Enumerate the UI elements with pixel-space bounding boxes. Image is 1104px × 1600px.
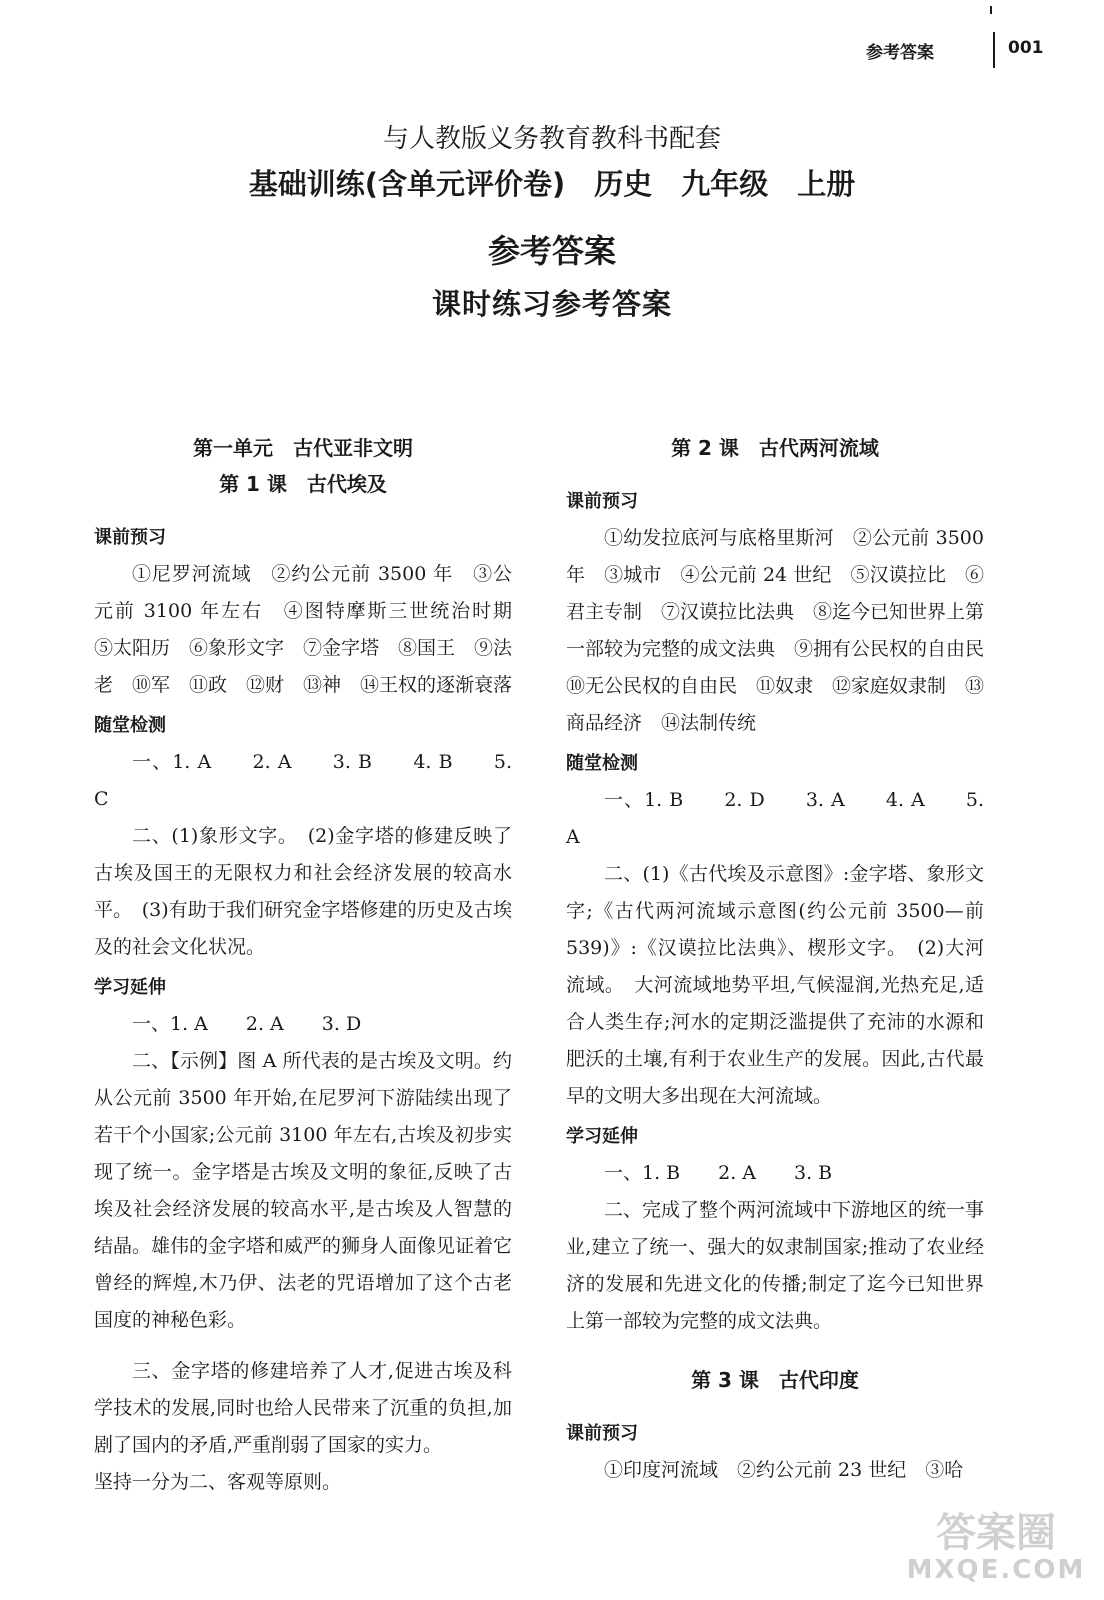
short-answers: 二、(1)象形文字。 (2)金字塔的修建反映了古埃及国王的无限权力和社会经济发展的较高水平。 (3)有助于我们研究金字塔修建的历史及古埃及的社会文化状况。	[94, 825, 512, 958]
section-preview: 课前预习	[94, 527, 166, 548]
extension-essay-answer: 二、【示例】图 A 所代表的是古埃及文明。约从公元前 3500 年开始,在尼罗河下游陆续出现了若干个小国家;公元前 3100 年左右,古埃及初步实现了统一。金字塔是古埃及文明的象征,反映了古埃及社会经济发展的较高水平,是古埃及人智慧的结晶。雄伟的金字塔和威严的狮身人面像见证着它曾经的辉煌,木乃伊、法老的咒语增加了这个古老国度的神秘色彩。	[94, 1050, 513, 1331]
section-extension: 学习延伸	[566, 1126, 638, 1147]
preview-answers: ①尼罗河流域 ②约公元前 3500 年 ③公元前 3100 年左右 ④图特摩斯三世统治时期 ⑤太阳历 ⑥象形文字 ⑦金字塔 ⑧国王 ⑨法老 ⑩军 ⑪政 ⑫财 ⑬神 ⑭王权的逐渐衰落	[94, 563, 532, 696]
running-header-label: 参考答案	[866, 43, 934, 63]
preview-answers-lesson3: ①印度河流域 ②约公元前 23 世纪 ③哈	[604, 1459, 964, 1481]
section-extension: 学习延伸	[94, 977, 166, 998]
extension-part-three: 三、金字塔的修建培养了人才,促进古埃及科学技术的发展,同时也给人民带来了沉重的负担,加剧了国内的矛盾,严重削弱了国家的实力。	[94, 1360, 512, 1456]
book-grade: 九年级	[681, 167, 769, 201]
page-number: 001	[1008, 38, 1044, 58]
book-volume: 上册	[797, 167, 856, 201]
sub-heading: 课时练习参考答案	[431, 287, 672, 321]
section-preview: 课前预习	[566, 1423, 638, 1444]
choice-answers: 一、1. A 2. A 3. B 4. B 5. C	[94, 751, 512, 810]
lesson-3-heading: 第 3 课 古代印度	[691, 1368, 859, 1392]
book-title	[0, 162, 1104, 203]
lesson-1-heading: 第 1 课 古代埃及	[219, 472, 387, 496]
page-edge-mark	[990, 6, 992, 14]
short-answers: 二、(1)《古代埃及示意图》:金字塔、象形文字;《古代两河流域示意图(约公元前 3500—前 539)》:《汉谟拉比法典》、楔形文字。 (2)大河流域。 大河流域地势平坦,气候湿润,光热充足,适合人类生存;河水的定期泛滥提供了充沛的水源和肥沃的土壤,有利于农业生产的发展。因此,古代最早的文明大多出现在大河流域。	[566, 863, 984, 1107]
right-column	[566, 430, 1004, 1489]
unit-heading: 第一单元 古代亚非文明	[193, 436, 413, 460]
extension-principle: 坚持一分为二、客观等原则。	[94, 1471, 342, 1493]
lesson-2-heading: 第 2 课 古代两河流域	[671, 436, 879, 460]
extension-choice-answers: 一、1. A 2. A 3. D	[132, 1013, 362, 1035]
left-column	[94, 430, 532, 1501]
section-classroom-check: 随堂检测	[566, 753, 638, 774]
watermark-url: MXQE.COM	[906, 1555, 1086, 1585]
preview-answers: ①幼发拉底河与底格里斯河 ②公元前 3500 年 ③城市 ④公元前 24 世纪 ⑤汉谟拉比 ⑥君主专制 ⑦汉谟拉比法典 ⑧迄今已知世界上第一部较为完整的成文法典 ⑨拥有公民权的自由民 ⑩无公民权的自由民 ⑪奴隶 ⑫家庭奴隶制 ⑬商品经济 ⑭法制传统	[566, 527, 1004, 734]
book-subject: 历史	[594, 167, 653, 201]
choice-answers: 一、1. B 2. D 3. A 4. A 5. A	[566, 789, 984, 848]
book-name: 基础训练(含单元评价卷)	[248, 167, 566, 201]
section-preview: 课前预习	[566, 491, 638, 512]
header-divider	[993, 32, 995, 68]
watermark-logo-text: 答案圈	[936, 1510, 1056, 1556]
series-title: 与人教版义务教育教科书配套	[382, 124, 721, 154]
extension-choice-answers: 一、1. B 2. A 3. B	[604, 1162, 833, 1184]
section-classroom-check: 随堂检测	[94, 715, 166, 736]
extension-essay-answer: 二、完成了整个两河流域中下游地区的统一事业,建立了统一、强大的奴隶制国家;推动了农业经济的发展和先进文化的传播;制定了迄今已知世界上第一部较为完整的成文法典。	[566, 1199, 985, 1332]
main-heading: 参考答案	[487, 232, 616, 270]
site-watermark	[906, 1510, 1086, 1590]
